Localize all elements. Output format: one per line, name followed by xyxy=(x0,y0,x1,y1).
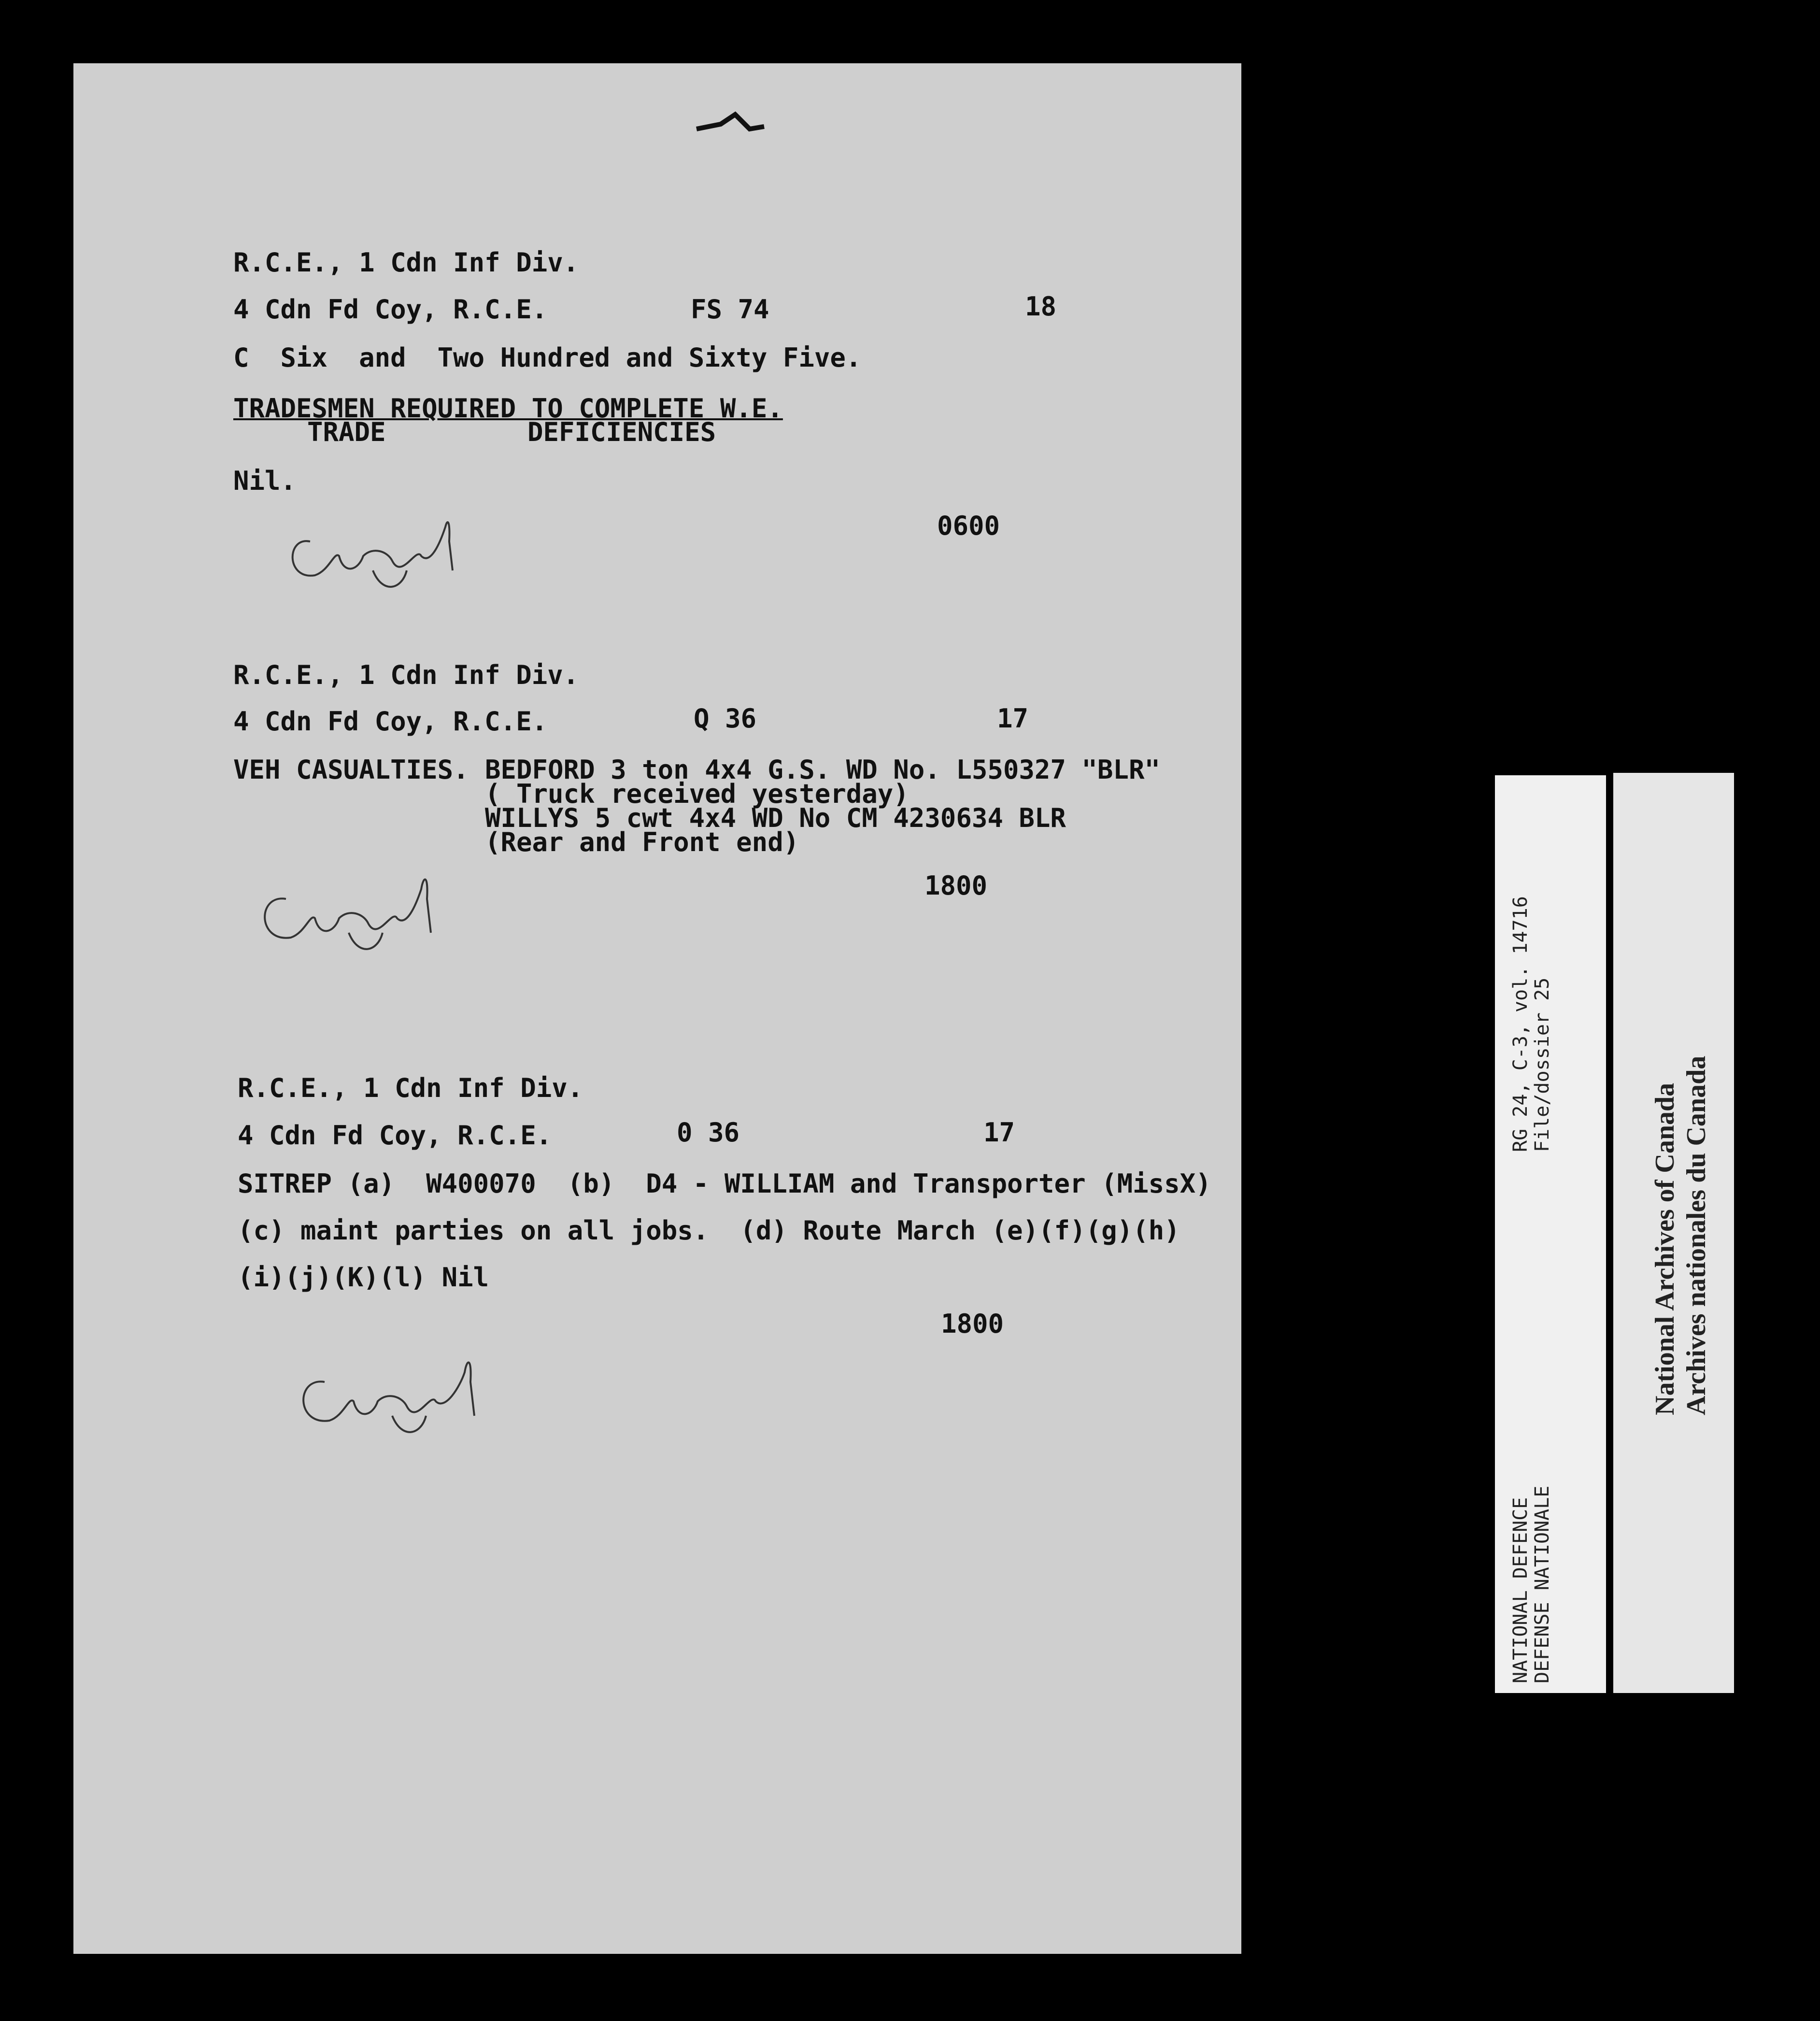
archive-dept-line-2: DEFENSE NATIONALE xyxy=(1531,1485,1553,1683)
message-3-sender: 4 Cdn Fd Coy, R.C.E. xyxy=(238,1120,552,1151)
message-2-line-2: ( Truck received yesterday) xyxy=(485,779,909,809)
message-3-line-1: SITREP (a) W400070 (b) D4 - WILLIAM and Transporter (MissX) xyxy=(238,1168,1211,1199)
staple-mark xyxy=(692,110,769,139)
message-2-time: 1800 xyxy=(924,870,988,901)
archive-ref-line-1: RG 24, C-3, vol. 14716 xyxy=(1509,896,1532,1152)
message-1-unit: R.C.E., 1 Cdn Inf Div. xyxy=(233,247,579,278)
document-page xyxy=(73,63,1241,1954)
message-1-text: C Six and Two Hundred and Sixty Five. xyxy=(233,342,862,373)
message-1-col-deficiencies: DEFICIENCIES xyxy=(527,417,716,447)
message-2-line-4: (Rear and Front end) xyxy=(485,827,799,857)
message-3-time: 1800 xyxy=(941,1309,1004,1339)
signature-1 xyxy=(276,498,479,604)
message-1-time: 0600 xyxy=(937,511,1000,541)
message-3-unit: R.C.E., 1 Cdn Inf Div. xyxy=(238,1073,583,1103)
message-1-col-trade: TRADE xyxy=(307,417,386,447)
message-2-unit: R.C.E., 1 Cdn Inf Div. xyxy=(233,660,579,690)
message-3-date: 17 xyxy=(983,1117,1015,1148)
message-2-line-3: WILLYS 5 cwt 4x4 WD No CM 4230634 BLR xyxy=(485,803,1066,833)
archive-dept-line-1: NATIONAL DEFENCE xyxy=(1509,1497,1532,1683)
message-1-body: Nil. xyxy=(233,466,297,496)
archive-reference-tag xyxy=(1495,775,1606,1693)
message-3-ref: 0 36 xyxy=(677,1117,740,1148)
archive-name-tag xyxy=(1613,773,1734,1693)
message-2-date: 17 xyxy=(997,703,1029,734)
archive-name-fr: Archives nationales du Canada xyxy=(1681,1055,1711,1415)
message-2-line-1: BEDFORD 3 ton 4x4 G.S. WD No. L550327 "BLR" xyxy=(485,754,1160,785)
message-2-ref: Q 36 xyxy=(694,703,757,734)
message-1-heading: TRADESMEN REQUIRED TO COMPLETE W.E. xyxy=(233,393,783,424)
archive-ref-line-2: File/dossier 25 xyxy=(1531,977,1553,1152)
message-3-line-2: (c) maint parties on all jobs. (d) Route March (e)(f)(g)(h) xyxy=(238,1215,1180,1246)
archive-name-en: National Archives of Canada xyxy=(1650,1082,1680,1415)
message-2-sender: 4 Cdn Fd Coy, R.C.E. xyxy=(233,706,548,737)
message-1-sender: 4 Cdn Fd Coy, R.C.E. xyxy=(233,294,548,325)
message-2-label: VEH CASUALTIES. xyxy=(233,754,469,785)
signature-2 xyxy=(247,846,469,962)
message-1-date: 18 xyxy=(1025,291,1057,322)
signature-3 xyxy=(276,1324,527,1445)
message-1-ref: FS 74 xyxy=(691,294,769,325)
message-3-line-3: (i)(j)(K)(l) Nil xyxy=(238,1262,489,1293)
